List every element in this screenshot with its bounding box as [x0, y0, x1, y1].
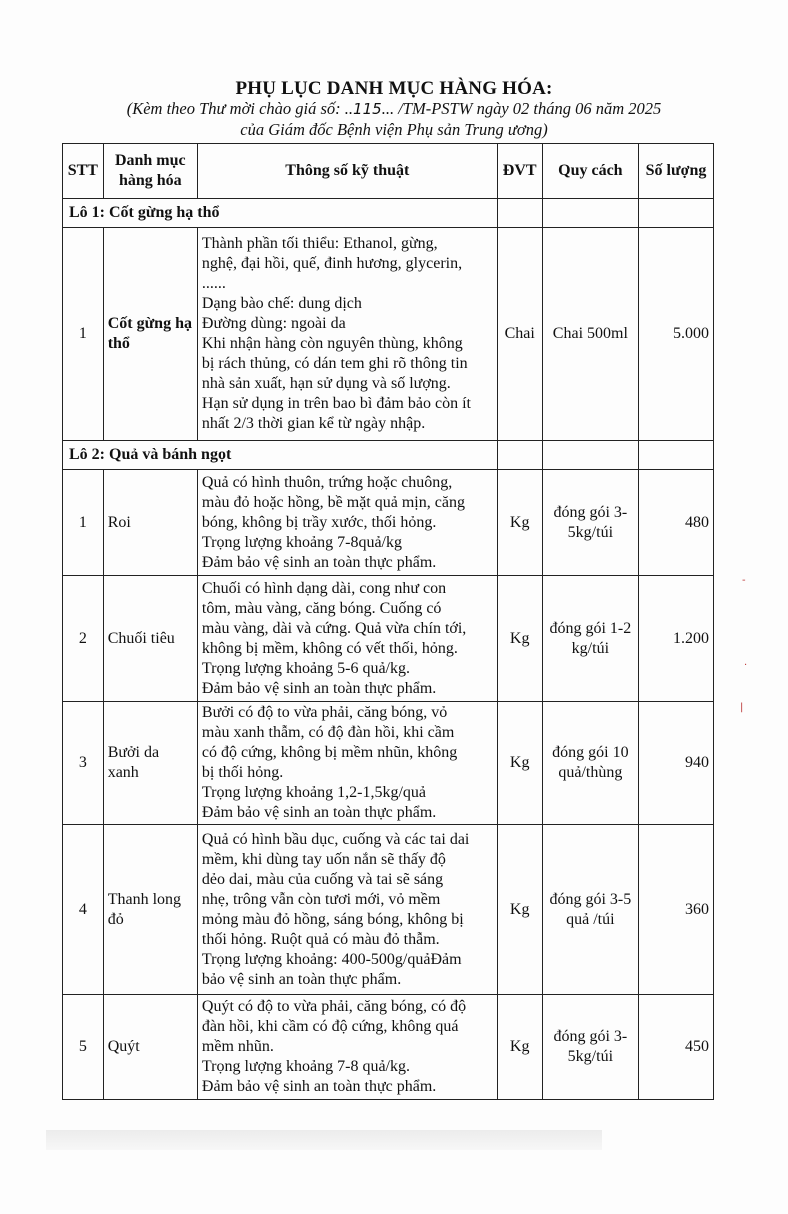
col-header-spec: Thông số kỹ thuật	[197, 144, 497, 199]
item-unit: Kg	[497, 702, 542, 825]
spec-line: bóng, không bị trầy xước, thối hỏng.	[201, 513, 437, 531]
spec-line: Quả có hình thuôn, trứng hoặc chuông,	[201, 473, 453, 491]
item-stt: 5	[63, 995, 104, 1100]
table-row	[63, 995, 714, 1100]
spec-line: nghệ, đại hồi, quế, đinh hương, glycerin,	[201, 255, 463, 272]
col-header-qty: Số lượng	[639, 144, 714, 199]
item-pack: đóng gói 1-2 kg/túi	[542, 576, 638, 702]
lot-empty-cell	[639, 199, 714, 228]
spec-line: Đảm bảo vệ sinh an toàn thực phẩm.	[201, 553, 437, 571]
spec-line: Hạn sử dụng in trên bao bì đảm bảo còn ít	[201, 395, 471, 412]
spec-line: bị thối hỏng.	[201, 764, 284, 781]
item-qty: 1.200	[639, 576, 714, 702]
spec-line: Bưởi có độ to vừa phải, căng bóng, vỏ	[201, 704, 448, 721]
item-pack: đóng gói 3-5 quả /túi	[542, 825, 638, 995]
item-spec	[197, 702, 497, 825]
table-row	[63, 470, 714, 576]
document-title: PHỤ LỤC DANH MỤC HÀNG HÓA:	[235, 78, 553, 99]
col-header-stt: STT	[63, 144, 104, 199]
item-pack: đóng gói 3-5kg/túi	[542, 470, 638, 576]
table-header-row	[63, 144, 714, 199]
spec-line: Trọng lượng khoảng 5-6 quả/kg.	[201, 659, 410, 677]
item-qty: 480	[639, 470, 714, 576]
spec-line: màu vàng, dài và cứng. Quả vừa chín tới,	[201, 619, 467, 637]
handwritten-number: 115	[353, 100, 382, 118]
spec-line: mỏng màu đỏ hồng, sáng bóng, không bị	[201, 910, 464, 928]
spec-line: nhất 2/3 thời gian kể từ ngày nhập.	[201, 415, 426, 432]
spec-line: Đảm bảo vệ sinh an toàn thực phẩm.	[201, 1078, 437, 1095]
lot-label: Lô 2: Quả và bánh ngọt	[63, 441, 498, 470]
spec-line: bảo vệ sinh an toàn thực phẩm.	[201, 970, 402, 988]
spec-line: màu xanh thẫm, có độ đàn hồi, khi cầm	[201, 724, 455, 741]
item-name: Chuối tiêu	[103, 576, 197, 702]
scan-shadow	[46, 1130, 602, 1150]
item-unit: Kg	[497, 995, 542, 1100]
item-qty: 360	[639, 825, 714, 995]
goods-table	[62, 143, 714, 1100]
spec-line: bị rách thủng, có dán tem ghi rõ thông tin	[201, 355, 468, 372]
col-header-pack: Quy cách	[542, 144, 638, 199]
margin-mark: -	[742, 575, 746, 586]
subtitle-suffix: ... /TM-PSTW ngày 02 tháng 06 năm 2025	[381, 99, 662, 118]
spec-line: ......	[201, 275, 226, 292]
item-qty: 5.000	[639, 228, 714, 441]
item-stt: 3	[63, 702, 104, 825]
spec-line: mềm, khi dùng tay uốn nắn sẽ thấy độ	[201, 850, 446, 868]
lot-empty-cell	[542, 199, 638, 228]
item-qty: 940	[639, 702, 714, 825]
spec-line: Trọng lượng khoảng 7-8quả/kg	[201, 533, 402, 551]
spec-line: Khi nhận hàng còn nguyên thùng, không	[201, 335, 463, 352]
lot-row	[63, 441, 714, 470]
item-pack: đóng gói 10 quả/thùng	[542, 702, 638, 825]
spec-line: Quả có hình bầu dục, cuống và các tai dai	[201, 830, 470, 848]
spec-line: không bị mềm, không có vết thối, hỏng.	[201, 639, 458, 657]
table-row	[63, 702, 714, 825]
lot-row	[63, 199, 714, 228]
item-unit: Kg	[497, 576, 542, 702]
item-spec	[197, 470, 497, 576]
subtitle-prefix: (Kèm theo Thư mời chào giá số: ..	[126, 99, 354, 118]
item-qty: 450	[639, 995, 714, 1100]
lot-empty-cell	[497, 199, 542, 228]
document-subtitle-line2: của Giám đốc Bệnh viện Phụ sản Trung ương)	[240, 120, 548, 139]
item-unit: Kg	[497, 825, 542, 995]
spec-line: Đảm bảo vệ sinh an toàn thực phẩm.	[201, 804, 437, 821]
margin-mark: |	[740, 702, 744, 713]
spec-line: nhẹ, trông vẫn còn tươi mới, vỏ mềm	[201, 890, 441, 908]
lot-empty-cell	[542, 441, 638, 470]
spec-line: Quýt có độ to vừa phải, căng bóng, có độ	[201, 998, 467, 1015]
table-row	[63, 825, 714, 995]
spec-line: Thành phần tối thiểu: Ethanol, gừng,	[201, 235, 438, 252]
item-spec	[197, 825, 497, 995]
item-unit: Kg	[497, 470, 542, 576]
item-pack: đóng gói 3-5kg/túi	[542, 995, 638, 1100]
item-unit: Chai	[497, 228, 542, 441]
item-name: Bưởi da xanh	[103, 702, 197, 825]
spec-line: Đảm bảo vệ sinh an toàn thực phẩm.	[201, 679, 437, 697]
margin-mark: ·	[744, 660, 748, 671]
spec-line: màu đỏ hoặc hồng, bề mặt quả mịn, căng	[201, 493, 465, 511]
col-header-unit: ĐVT	[497, 144, 542, 199]
item-spec	[197, 576, 497, 702]
lot-label: Lô 1: Cốt gừng hạ thổ	[63, 199, 498, 228]
table-row	[63, 576, 714, 702]
table-row	[63, 228, 714, 441]
spec-line: Trọng lượng khoảng 7-8 quả/kg.	[201, 1058, 410, 1075]
spec-line: tôm, màu vàng, căng bóng. Cuống có	[201, 599, 442, 617]
spec-line: đàn hồi, khi cầm có độ cứng, không quá	[201, 1018, 459, 1035]
lot-empty-cell	[497, 441, 542, 470]
spec-line: Dạng bào chế: dung dịch	[201, 295, 362, 312]
document-subtitle	[0, 99, 788, 119]
item-name: Quýt	[103, 995, 197, 1100]
item-stt: 1	[63, 470, 104, 576]
spec-line: dẻo dai, màu của cuống và tai sẽ sáng	[201, 870, 444, 888]
spec-line: Trọng lượng khoảng 1,2-1,5kg/quả	[201, 784, 426, 801]
spec-line: Trọng lượng khoảng: 400-500g/quảĐảm	[201, 950, 462, 968]
col-header-name: Danh mục hàng hóa	[103, 144, 197, 199]
item-stt: 2	[63, 576, 104, 702]
spec-line: thối hỏng. Ruột quả có màu đỏ thẫm.	[201, 930, 440, 948]
item-name: Cốt gừng hạ thổ	[103, 228, 197, 441]
spec-line: Chuối có hình dạng dài, cong như con	[201, 579, 447, 597]
item-pack: Chai 500ml	[542, 228, 638, 441]
item-spec	[197, 228, 497, 441]
spec-line: Đường dùng: ngoài da	[201, 315, 346, 332]
spec-line: có độ cứng, không bị mềm nhũn, không	[201, 744, 458, 761]
item-name: Thanh long đỏ	[103, 825, 197, 995]
lot-empty-cell	[639, 441, 714, 470]
item-stt: 4	[63, 825, 104, 995]
spec-line: mềm nhũn.	[201, 1038, 274, 1055]
item-name: Roi	[103, 470, 197, 576]
spec-line: nhà sản xuất, hạn sử dụng và số lượng.	[201, 375, 451, 392]
item-spec	[197, 995, 497, 1100]
item-stt: 1	[63, 228, 104, 441]
